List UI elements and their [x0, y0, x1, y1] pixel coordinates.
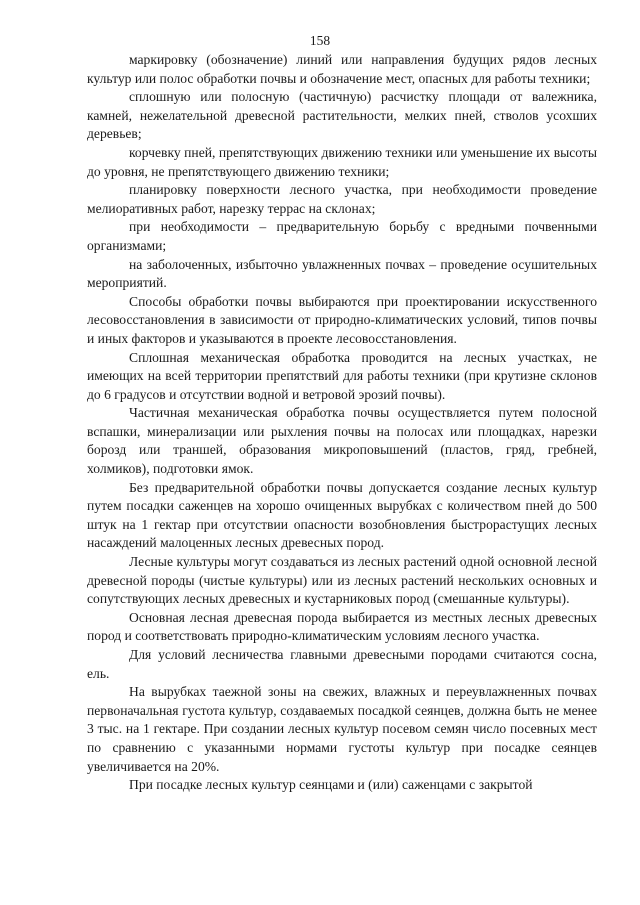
paragraph: маркировку (обозначение) линий или направления будущих рядов лесных культур или полос обработки почвы и обозначение мест, опасных для работы техники;: [87, 52, 597, 86]
page-number: 158: [309, 33, 331, 48]
paragraph: сплошную или полосную (частичную) расчистку площади от валежника, камней, нежелательной древесной растительности, мелких пней, стволов усохших деревьев;: [87, 89, 597, 142]
paragraph: Способы обработки почвы выбираются при проектировании искусственного лесовосстановления в зависимости от природно-климатических условий, типов почвы и иных факторов и указываются в проекте лесовосстановления.: [87, 293, 597, 346]
paragraph: планировку поверхности лесного участка, при необходимости проведение мелиоративных работ, нарезку террас на склонах;: [87, 182, 597, 216]
paragraph: На вырубках таежной зоны на свежих, влажных и переувлажненных почвах первоначальная густота культур, создаваемых посадкой сеянцев, должна быть не менее 3 тыс. на 1 гектаре. При создании лесных культур посевом семян число посевных мест по сравнению с указанными нормами густоты культур при посадке сеянцев увеличивается на 20%.: [87, 684, 597, 774]
paragraph: Основная лесная древесная порода выбирается из местных лесных древесных пород и соответствовать природно-климатическим условиям лесного участка.: [87, 609, 597, 644]
paragraph: Лесные культуры могут создаваться из лесных растений одной основной лесной древесной породы (чистые культуры) или из лесных растений нескольких основных и сопутствующих лесных древесных и кустарниковых пород (смешанные культуры).: [87, 554, 597, 607]
paragraph: Без предварительной обработки почвы допускается создание лесных культур путем посадки саженцев на хорошо очищенных вырубках с количеством пней до 500 штук на 1 гектар при отсутствии опасности возобновления быстрорастущих лесных насаждений малоценных лесных древесных пород.: [87, 479, 597, 551]
paragraph: Сплошная механическая обработка проводится на лесных участках, не имеющих на всей территории препятствий для работы техники (при крутизне склонов до 6 градусов и отсутствии водной и ветровой эрозий почвы).: [87, 349, 597, 402]
paragraph: на заболоченных, избыточно увлажненных почвах – проведение осушительных мероприятий.: [87, 256, 597, 291]
paragraph: корчевку пней, препятствующих движению техники или уменьшение их высоты до уровня, не препятствующего движению техники;: [87, 144, 597, 179]
paragraph: Для условий лесничества главными древесными породами считаются сосна, ель.: [87, 647, 597, 681]
paragraph: при необходимости – предварительную борьбу с вредными почвенными организмами;: [87, 219, 597, 253]
paragraph: При посадке лесных культур сеянцами и (или) саженцами с закрытой: [129, 777, 533, 793]
document-body: [87, 51, 597, 795]
paragraph: Частичная механическая обработка почвы осуществляется путем полосной вспашки, минерализации или рыхления почвы на полосах или площадках, нарезки борозд или траншей, образования микроповышений (пластов, гряд, гребней, холмиков), подготовки ямок.: [87, 405, 597, 477]
